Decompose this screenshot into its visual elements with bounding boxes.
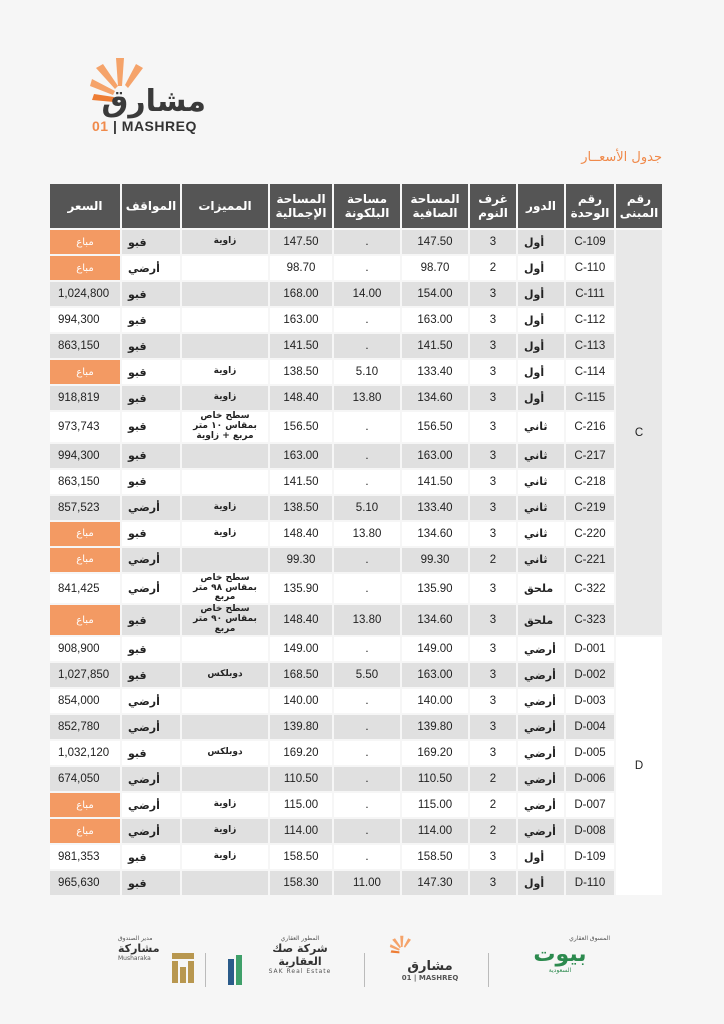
unit-cell: C-113 (566, 334, 614, 358)
bayut-logo: المسوق العقاري بيوت السعودية (500, 935, 620, 991)
brand-name-en: 01 | MASHREQ (92, 118, 197, 134)
total-area-cell: 158.50 (270, 845, 332, 869)
price-cell: مباع (50, 256, 120, 280)
floor-cell: ثاني (518, 412, 564, 442)
unit-cell: D-008 (566, 819, 614, 843)
table-row (50, 470, 662, 494)
floor-cell: أول (518, 386, 564, 410)
bedrooms-cell: 3 (470, 230, 516, 254)
unit-cell: C-109 (566, 230, 614, 254)
floor-cell: أرضي (518, 793, 564, 817)
total-area-cell: 168.50 (270, 663, 332, 687)
parking-cell: أرضي (122, 548, 180, 572)
bedrooms-cell: 3 (470, 637, 516, 661)
balcony-area-cell: . (334, 548, 400, 572)
parking-cell: قبو (122, 845, 180, 869)
total-area-cell: 149.00 (270, 637, 332, 661)
net-area-cell: 110.50 (402, 767, 468, 791)
floor-cell: أول (518, 334, 564, 358)
unit-cell: C-110 (566, 256, 614, 280)
parking-cell: قبو (122, 308, 180, 332)
parking-cell: قبو (122, 522, 180, 546)
price-cell: 1,024,800 (50, 282, 120, 306)
col-features: المميزات (182, 184, 268, 228)
net-area-cell: 141.50 (402, 470, 468, 494)
features-cell: دوبلكس (182, 741, 268, 765)
total-area-cell: 110.50 (270, 767, 332, 791)
features-cell (182, 548, 268, 572)
total-area-cell: 98.70 (270, 256, 332, 280)
col-net-area: المساحة الصافية (402, 184, 468, 228)
floor-cell: أرضي (518, 637, 564, 661)
table-row (50, 444, 662, 468)
floor-cell: أرضي (518, 819, 564, 843)
bedrooms-cell: 3 (470, 470, 516, 494)
price-cell: 994,300 (50, 444, 120, 468)
table-row (50, 767, 662, 791)
table-row (50, 230, 662, 254)
floor-cell: أول (518, 230, 564, 254)
parking-cell: أرضي (122, 256, 180, 280)
total-area-cell: 141.50 (270, 470, 332, 494)
bedrooms-cell: 3 (470, 386, 516, 410)
net-area-cell: 158.50 (402, 845, 468, 869)
bedrooms-cell: 2 (470, 793, 516, 817)
building-cell: D (616, 637, 662, 895)
net-area-cell: 135.90 (402, 574, 468, 604)
total-area-cell: 139.80 (270, 715, 332, 739)
balcony-area-cell: . (334, 845, 400, 869)
features-cell: زاوية (182, 793, 268, 817)
parking-cell: قبو (122, 637, 180, 661)
col-total-area: المساحة الإجمالية (270, 184, 332, 228)
floor-cell: أرضي (518, 689, 564, 713)
table-body (50, 230, 662, 895)
balcony-area-cell: 13.80 (334, 522, 400, 546)
price-cell: مباع (50, 522, 120, 546)
mashreq-logo (88, 56, 218, 136)
floor-cell: أول (518, 845, 564, 869)
sak-logo: المطور العقاري شركة صك العقارية SAK Real Estate (220, 935, 350, 991)
parking-cell: أرضي (122, 715, 180, 739)
unit-cell: C-219 (566, 496, 614, 520)
balcony-area-cell: . (334, 334, 400, 358)
table-row (50, 282, 662, 306)
table-row (50, 819, 662, 843)
features-cell: زاوية (182, 845, 268, 869)
price-cell: 852,780 (50, 715, 120, 739)
parking-cell: أرضي (122, 767, 180, 791)
price-cell: 981,353 (50, 845, 120, 869)
net-area-cell: 134.60 (402, 386, 468, 410)
col-floor: الدور (518, 184, 564, 228)
table-row (50, 360, 662, 384)
price-table (48, 182, 664, 897)
floor-cell: ثاني (518, 522, 564, 546)
balcony-area-cell: . (334, 574, 400, 604)
table-row (50, 663, 662, 687)
net-area-cell: 114.00 (402, 819, 468, 843)
parking-cell: قبو (122, 230, 180, 254)
unit-cell: D-110 (566, 871, 614, 895)
net-area-cell: 163.00 (402, 663, 468, 687)
table-row (50, 412, 662, 442)
total-area-cell: 135.90 (270, 574, 332, 604)
parking-cell: قبو (122, 282, 180, 306)
balcony-area-cell: . (334, 230, 400, 254)
price-cell: مباع (50, 360, 120, 384)
floor-cell: أرضي (518, 767, 564, 791)
features-cell: زاوية (182, 496, 268, 520)
net-area-cell: 163.00 (402, 444, 468, 468)
floor-cell: أول (518, 282, 564, 306)
total-area-cell: 147.50 (270, 230, 332, 254)
net-area-cell: 163.00 (402, 308, 468, 332)
floor-cell: ثاني (518, 470, 564, 494)
floor-cell: أرضي (518, 741, 564, 765)
unit-cell: D-109 (566, 845, 614, 869)
table-row (50, 574, 662, 604)
total-area-cell: 148.40 (270, 386, 332, 410)
table-row (50, 605, 662, 635)
balcony-area-cell: 13.80 (334, 605, 400, 635)
price-cell: 918,819 (50, 386, 120, 410)
total-area-cell: 148.40 (270, 522, 332, 546)
floor-cell: ملحق (518, 605, 564, 635)
net-area-cell: 99.30 (402, 548, 468, 572)
features-cell (182, 871, 268, 895)
parking-cell: قبو (122, 386, 180, 410)
features-cell: سطح خاص بمقاس ١٠ متر مربع + زاوية (182, 412, 268, 442)
total-area-cell: 158.30 (270, 871, 332, 895)
balcony-area-cell: . (334, 767, 400, 791)
net-area-cell: 149.00 (402, 637, 468, 661)
parking-cell: أرضي (122, 793, 180, 817)
total-area-cell: 115.00 (270, 793, 332, 817)
unit-cell: C-111 (566, 282, 614, 306)
floor-cell: أرضي (518, 663, 564, 687)
table-row (50, 548, 662, 572)
total-area-cell: 163.00 (270, 308, 332, 332)
unit-cell: C-115 (566, 386, 614, 410)
net-area-cell: 139.80 (402, 715, 468, 739)
bedrooms-cell: 3 (470, 360, 516, 384)
bedrooms-cell: 3 (470, 871, 516, 895)
balcony-area-cell: . (334, 308, 400, 332)
balcony-area-cell: 11.00 (334, 871, 400, 895)
col-unit: رقم الوحدة (566, 184, 614, 228)
total-area-cell: 99.30 (270, 548, 332, 572)
balcony-area-cell: . (334, 470, 400, 494)
footer-divider (488, 953, 489, 987)
balcony-area-cell: . (334, 793, 400, 817)
price-cell: 857,523 (50, 496, 120, 520)
balcony-area-cell: 5.10 (334, 360, 400, 384)
floor-cell: ثاني (518, 496, 564, 520)
bedrooms-cell: 3 (470, 282, 516, 306)
total-area-cell: 138.50 (270, 496, 332, 520)
net-area-cell: 98.70 (402, 256, 468, 280)
price-cell: 841,425 (50, 574, 120, 604)
balcony-area-cell: . (334, 715, 400, 739)
table-row (50, 496, 662, 520)
unit-cell: C-114 (566, 360, 614, 384)
mashreq-footer-logo: مشارق 01 | MASHREQ (380, 935, 480, 991)
features-cell: دوبلكس (182, 663, 268, 687)
unit-cell: C-323 (566, 605, 614, 635)
features-cell: سطح خاص بمقاس ٩٨ متر مربع (182, 574, 268, 604)
price-cell: 965,630 (50, 871, 120, 895)
price-cell: 854,000 (50, 689, 120, 713)
unit-cell: C-216 (566, 412, 614, 442)
bedrooms-cell: 3 (470, 522, 516, 546)
price-cell: 863,150 (50, 334, 120, 358)
unit-cell: D-001 (566, 637, 614, 661)
parking-cell: قبو (122, 663, 180, 687)
table-row (50, 871, 662, 895)
parking-cell: قبو (122, 360, 180, 384)
table-row (50, 256, 662, 280)
bedrooms-cell: 3 (470, 605, 516, 635)
sunburst-icon (388, 935, 418, 959)
table-row (50, 522, 662, 546)
bedrooms-cell: 3 (470, 334, 516, 358)
balcony-area-cell: . (334, 741, 400, 765)
balcony-area-cell: 14.00 (334, 282, 400, 306)
bedrooms-cell: 3 (470, 663, 516, 687)
features-cell: زاوية (182, 386, 268, 410)
musharaka-logo: مدير الصندوق مشاركة Musharaka (108, 935, 198, 991)
net-area-cell: 133.40 (402, 496, 468, 520)
parking-cell: أرضي (122, 574, 180, 604)
net-area-cell: 133.40 (402, 360, 468, 384)
table-header-row (50, 184, 662, 228)
total-area-cell: 163.00 (270, 444, 332, 468)
building-icon (226, 953, 246, 987)
table-row (50, 793, 662, 817)
section-title: جدول الأسعــار (581, 150, 662, 165)
parking-cell: أرضي (122, 819, 180, 843)
balcony-area-cell: . (334, 256, 400, 280)
brand-name-ar: مشارق (101, 84, 206, 119)
total-area-cell: 156.50 (270, 412, 332, 442)
net-area-cell: 134.60 (402, 605, 468, 635)
unit-cell: C-220 (566, 522, 614, 546)
unit-cell: C-322 (566, 574, 614, 604)
floor-cell: ثاني (518, 548, 564, 572)
features-cell (182, 470, 268, 494)
unit-cell: D-006 (566, 767, 614, 791)
table-row (50, 689, 662, 713)
footer-divider (205, 953, 206, 987)
price-cell: مباع (50, 230, 120, 254)
total-area-cell: 169.20 (270, 741, 332, 765)
bedrooms-cell: 3 (470, 574, 516, 604)
features-cell (182, 715, 268, 739)
net-area-cell: 156.50 (402, 412, 468, 442)
features-cell (182, 334, 268, 358)
net-area-cell: 147.50 (402, 230, 468, 254)
bedrooms-cell: 2 (470, 256, 516, 280)
features-cell (182, 637, 268, 661)
bedrooms-cell: 2 (470, 767, 516, 791)
total-area-cell: 140.00 (270, 689, 332, 713)
parking-cell: أرضي (122, 689, 180, 713)
total-area-cell: 138.50 (270, 360, 332, 384)
floor-cell: ملحق (518, 574, 564, 604)
footer-logos (0, 935, 724, 995)
net-area-cell: 115.00 (402, 793, 468, 817)
floor-cell: أول (518, 308, 564, 332)
price-cell: 908,900 (50, 637, 120, 661)
net-area-cell: 147.30 (402, 871, 468, 895)
bedrooms-cell: 3 (470, 689, 516, 713)
parking-cell: قبو (122, 412, 180, 442)
price-cell: مباع (50, 819, 120, 843)
balcony-area-cell: 5.10 (334, 496, 400, 520)
col-building: رقم المبنى (616, 184, 662, 228)
net-area-cell: 141.50 (402, 334, 468, 358)
features-cell: زاوية (182, 230, 268, 254)
price-cell: 863,150 (50, 470, 120, 494)
table-row (50, 637, 662, 661)
total-area-cell: 148.40 (270, 605, 332, 635)
bedrooms-cell: 3 (470, 412, 516, 442)
floor-cell: ثاني (518, 444, 564, 468)
unit-cell: D-004 (566, 715, 614, 739)
net-area-cell: 154.00 (402, 282, 468, 306)
bedrooms-cell: 3 (470, 715, 516, 739)
table-row (50, 386, 662, 410)
footer-divider (364, 953, 365, 987)
balcony-area-cell: 5.50 (334, 663, 400, 687)
features-cell (182, 308, 268, 332)
col-bedrooms: غرف النوم (470, 184, 516, 228)
features-cell: زاوية (182, 819, 268, 843)
balcony-area-cell: . (334, 689, 400, 713)
bedrooms-cell: 2 (470, 548, 516, 572)
unit-cell: D-005 (566, 741, 614, 765)
features-cell: زاوية (182, 360, 268, 384)
parking-cell: قبو (122, 470, 180, 494)
balcony-area-cell: . (334, 444, 400, 468)
table-row (50, 715, 662, 739)
table-row (50, 845, 662, 869)
bedrooms-cell: 3 (470, 741, 516, 765)
parking-cell: قبو (122, 741, 180, 765)
price-cell: مباع (50, 793, 120, 817)
unit-cell: C-221 (566, 548, 614, 572)
total-area-cell: 114.00 (270, 819, 332, 843)
table-row (50, 334, 662, 358)
features-cell: زاوية (182, 522, 268, 546)
net-area-cell: 140.00 (402, 689, 468, 713)
floor-cell: أول (518, 871, 564, 895)
balcony-area-cell: . (334, 819, 400, 843)
parking-cell: قبو (122, 871, 180, 895)
parking-cell: قبو (122, 444, 180, 468)
price-cell: مباع (50, 548, 120, 572)
floor-cell: أول (518, 256, 564, 280)
price-cell: 973,743 (50, 412, 120, 442)
col-parking: المواقف (122, 184, 180, 228)
parking-cell: قبو (122, 605, 180, 635)
price-cell: 674,050 (50, 767, 120, 791)
col-balcony-area: مساحة البلكونة (334, 184, 400, 228)
table-row (50, 741, 662, 765)
total-area-cell: 141.50 (270, 334, 332, 358)
bedrooms-cell: 2 (470, 819, 516, 843)
price-cell: 1,032,120 (50, 741, 120, 765)
unit-cell: D-002 (566, 663, 614, 687)
features-cell (182, 444, 268, 468)
unit-cell: D-007 (566, 793, 614, 817)
unit-cell: D-003 (566, 689, 614, 713)
table-row (50, 308, 662, 332)
net-area-cell: 134.60 (402, 522, 468, 546)
price-cell: 994,300 (50, 308, 120, 332)
features-cell: سطح خاص بمقاس ٩٠ متر مربع (182, 605, 268, 635)
balcony-area-cell: . (334, 412, 400, 442)
features-cell (182, 689, 268, 713)
building-cell: C (616, 230, 662, 635)
bedrooms-cell: 3 (470, 496, 516, 520)
unit-cell: C-218 (566, 470, 614, 494)
parking-cell: قبو (122, 334, 180, 358)
total-area-cell: 168.00 (270, 282, 332, 306)
floor-cell: أول (518, 360, 564, 384)
floor-cell: أرضي (518, 715, 564, 739)
unit-cell: C-217 (566, 444, 614, 468)
musharaka-mark-icon (172, 953, 194, 983)
bayut-name: بيوت (533, 942, 587, 967)
features-cell (182, 256, 268, 280)
bedrooms-cell: 3 (470, 444, 516, 468)
bedrooms-cell: 3 (470, 845, 516, 869)
col-price: السعر (50, 184, 120, 228)
features-cell (182, 282, 268, 306)
features-cell (182, 767, 268, 791)
price-cell: 1,027,850 (50, 663, 120, 687)
balcony-area-cell: 13.80 (334, 386, 400, 410)
net-area-cell: 169.20 (402, 741, 468, 765)
unit-cell: C-112 (566, 308, 614, 332)
balcony-area-cell: . (334, 637, 400, 661)
bedrooms-cell: 3 (470, 308, 516, 332)
parking-cell: أرضي (122, 496, 180, 520)
price-cell: مباع (50, 605, 120, 635)
